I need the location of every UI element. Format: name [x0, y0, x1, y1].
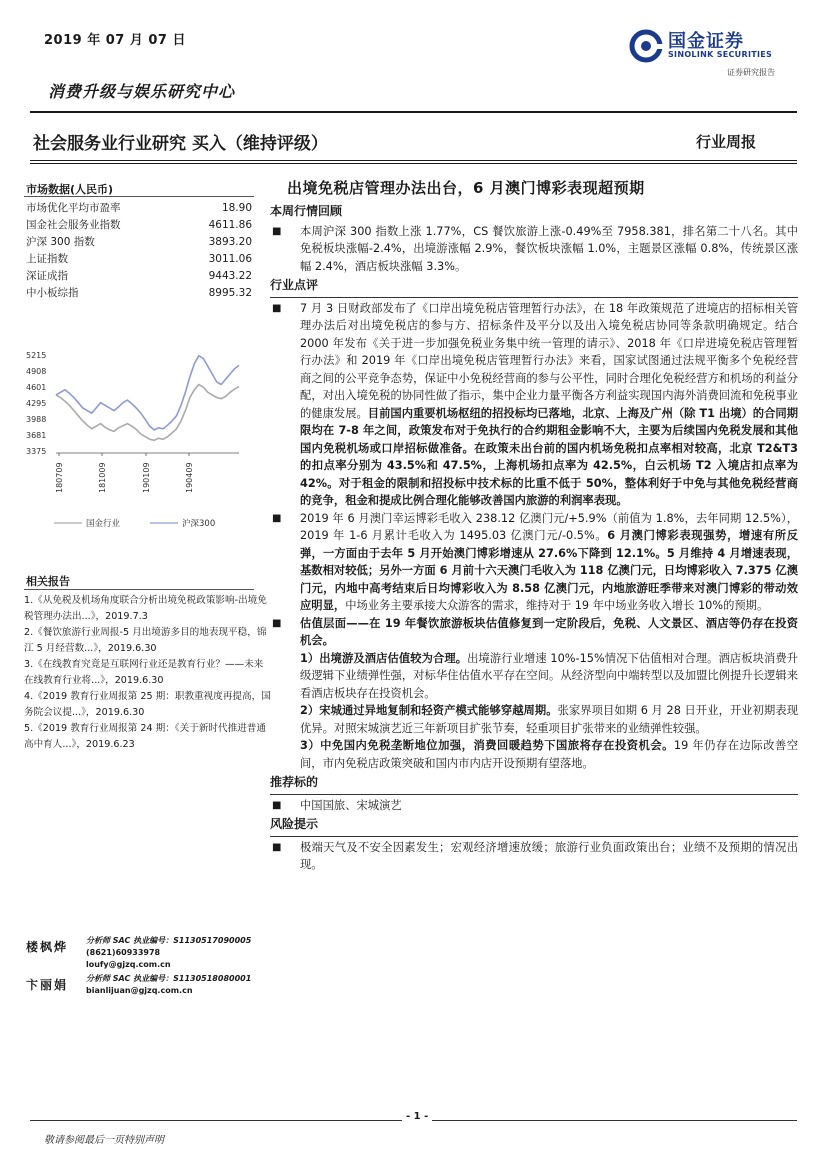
y-tick-label: 4908: [26, 367, 47, 377]
related-report-item[interactable]: 1.《从免税及机场角度联合分析出境免税政策影响-出境免税管理办法出...》，2019.7.3: [24, 595, 267, 622]
series-line-hs300: [56, 356, 239, 430]
analyst-role: 分析师 SAC 执业编号：S1130517090005: [86, 936, 252, 945]
section-divider: [270, 836, 798, 837]
analyst-email[interactable]: loufy@gjzq.com.cn: [86, 960, 171, 969]
market-row: [24, 216, 254, 233]
y-tick-label: 3375: [26, 447, 47, 456]
y-tick-label: 3988: [26, 415, 47, 425]
legend-label-industry: 国金行业: [86, 519, 121, 529]
market-data-table: [24, 199, 254, 301]
section-recommend-title: 推荐标的: [270, 775, 319, 789]
x-tick-label: 181009: [98, 462, 107, 493]
report-date: 2019 年 07 月 07 日: [44, 33, 186, 48]
market-row: [24, 267, 254, 284]
related-report-item[interactable]: 3.《在线教育究竟是互联网行业还是教育行业？——未来在线教育行业将...》，2019.6.30: [24, 659, 264, 686]
logo-mark-icon: [632, 32, 664, 60]
y-tick-label: 5215: [26, 351, 47, 360]
logo-tagline: 证券研究报告: [727, 68, 775, 77]
market-row: [24, 233, 254, 250]
macau-highlight: 6 月澳门博彩表现强势，增速有所反弹，一方面由于去年 5 月开始澳门博彩增速从 27.6%下降到 12.1%。5 月维持 4 月增速表现，基数相对较低；另外一方面 6 月前十六天澳门毛收入为 118 亿澳门元，日均博彩收入 7.375 亿澳门元，内地中高考结束后日均博彩收入为 8.58 亿澳门元，内地旅游旺季带来对澳门博彩的带动效应明显，: [300, 529, 798, 612]
chart-legend: [54, 518, 215, 529]
valuation-point-3: [270, 737, 798, 772]
analyst-name: 楼枫烨: [26, 940, 69, 954]
market-row: [24, 250, 254, 267]
macau-text-tail: 中场业务主要承接大众游客的需求，维持对于 19 年中场业务收入增长 10%的预期。: [345, 599, 769, 612]
recommend-text: 中国国旅、宋城演艺: [300, 798, 402, 812]
point-1-text: 出境游行业增速 10%-15%情况下估值相对合理。酒店板块消费升级逻辑下业绩弹性强，对标华住估值水平存在空间。从经济型向中端转型以及加盟比例提升长逻辑来看酒店板块存在投资机会。: [300, 651, 798, 700]
market-label: 沪深 300 指数: [26, 236, 95, 248]
index-line-chart: [24, 345, 254, 555]
x-tick-label: 190409: [185, 462, 194, 493]
footer-disclaimer: 敬请参阅最后一页特别声明: [44, 1135, 164, 1146]
macau-text: 2019 年 6 月澳门幸运博彩毛收入 238.12 亿澳门元/+5.9%（前值为 1.8%，去年同期 12.5%），2019 年 1-6 月累计毛收入为 1495.03 亿澳门元/-0.5%。: [300, 511, 798, 542]
related-report-item[interactable]: 2.《餐饮旅游行业周报-5 月出境游多目的地表现平稳，锦江 5 月经营数...》，2019.6.30: [24, 627, 267, 654]
market-label: 市场优化平均市盈率: [26, 202, 121, 214]
y-tick-label: 3681: [26, 431, 47, 441]
policy-text: 7 月 3 日财政部发布了《口岸出境免税店管理暂行办法》，在 18 年政策规范了进境店的招标相关管理办法后对出境免税店的参与方、招标条件及平分以及出入境免税店协同等条款明确规定。结合 2000 年发布《关于进一步加强免税业务集中统一管理的请示》、2018 年《口岸进境免税店管理暂行办法》和 2019 年《口岸出境免税店管理暂行办法》来看，国家试图通过法规平衡多个免税经营商之间的公平竞争态势，保证中小免税经营商的参与公平性，同时合理化免税经营方和机场的利益分配，对出入境免税的协同性做了指示，集中企业力量平衡各方利益实现国内海外消费回流和免税事业的健康发展。: [300, 301, 798, 420]
market-data-divider: [24, 196, 254, 197]
bullet-square-icon: ■: [272, 617, 282, 629]
section-divider: [270, 297, 798, 298]
bullet-square-icon: ■: [272, 512, 282, 524]
legend-label-hs300: 沪深300: [182, 519, 216, 529]
point-3-title: 3）中免国内免税垄断地位加强，消费回暖趋势下国旅将存在投资机会。: [300, 739, 674, 752]
logo-english: SINOLINK SECURITIES: [668, 50, 773, 59]
bullet-square-icon: ■: [272, 841, 282, 853]
bullet-dutyfree-policy: [270, 300, 798, 510]
market-value: 4611.86: [208, 218, 252, 231]
market-label: 中小板综指: [26, 287, 79, 299]
bullet-square-icon: ■: [272, 225, 282, 237]
section-risk-title: 风险提示: [270, 817, 319, 831]
valuation-highlight: 估值层面——在 19 年餐饮旅游板块估值修复到一定阶段后，免税、人文景区、酒店等仍存在投资机会。: [300, 616, 798, 647]
bullet-macau-gaming: [270, 510, 798, 615]
page-number: - 1 -: [402, 1111, 432, 1122]
title-divider-bottom: [30, 163, 797, 164]
header-divider: [30, 111, 797, 113]
analyst-card: [24, 973, 272, 1011]
title-divider-top: [30, 160, 797, 161]
analyst-list: [24, 935, 272, 1011]
point-2-title: 2）宋城通过异地复制和轻资产模式能够穿越周期。: [300, 704, 558, 717]
section-comment-title: 行业点评: [270, 278, 319, 292]
market-label: 上证指数: [26, 253, 68, 265]
bullet-valuation: [270, 615, 798, 650]
analyst-role: 分析师 SAC 执业编号：S1130518080001: [86, 974, 252, 983]
chart-series: [56, 356, 239, 441]
analyst-info: [86, 935, 251, 971]
market-value: 18.90: [221, 201, 252, 214]
analyst-phone: (8621)60933978: [86, 948, 161, 957]
industry-rating-title: 社会服务业行业研究 买入（维持评级）: [33, 134, 328, 154]
bullet-square-icon: ■: [272, 302, 282, 314]
report-headline: 出境免税店管理办法出台，6 月澳门博彩表现超预期: [287, 179, 645, 197]
point-3-text: 19 年仍存在边际改善空间，市内免税店政策突破和国内市内店开设预期有望落地。: [300, 739, 798, 770]
related-report-item[interactable]: 5.《2019 教育行业周报第 24 期：《关于新时代推进普通高中育人...》，2019.6.23: [24, 723, 266, 750]
market-value: 3011.06: [208, 252, 252, 265]
market-row: [24, 199, 254, 216]
y-tick-label: 4601: [26, 383, 47, 393]
y-tick-label: 4295: [26, 399, 47, 408]
bullet-recommend: [270, 797, 798, 815]
logo-name: 国金证券: [668, 31, 744, 52]
risk-text: 极端天气及不安全因素发生；宏观经济增速放缓；旅游行业负面政策出台；业绩不及预期的情况出现。: [300, 840, 798, 871]
market-value: 8995.32: [208, 286, 252, 299]
related-reports-list: [24, 593, 272, 753]
market-value: 3893.20: [208, 235, 252, 248]
section-weekly-title: 本周行情回顾: [270, 204, 343, 218]
market-row: [24, 284, 254, 301]
valuation-point-2: [270, 702, 798, 737]
related-report-item[interactable]: 4.《2019 教育行业周报第 25 期：职教重视度再提高，国务院会议提...》，2019.6.30: [24, 691, 271, 718]
market-label: 深证成指: [26, 270, 68, 282]
bullet-risk: [270, 839, 798, 874]
x-tick-label: 190109: [142, 462, 151, 493]
analyst-info: [86, 973, 251, 997]
report-type: 行业周报: [696, 133, 757, 151]
market-data-title: 市场数据(人民币): [26, 183, 114, 196]
analyst-name: 卞丽娟: [26, 978, 69, 992]
bullet-weekly: [270, 223, 798, 276]
main-content: [270, 201, 798, 874]
related-reports-divider: [24, 589, 254, 590]
related-reports-title: 相关报告: [26, 575, 70, 588]
research-center: 消费升级与娱乐研究中心: [48, 82, 236, 101]
x-tick-label: 180709: [55, 462, 64, 493]
market-value: 9443.22: [208, 269, 252, 282]
section-divider: [270, 794, 798, 795]
bullet-square-icon: ■: [272, 799, 282, 811]
series-line-industry: [56, 385, 239, 441]
valuation-point-1: [270, 650, 798, 703]
analyst-email[interactable]: bianlijuan@gjzq.com.cn: [86, 986, 193, 995]
chart-axes: [26, 351, 239, 493]
point-1-title: 1）出境游及酒店估值较为合理。: [300, 651, 468, 665]
analyst-card: [24, 935, 272, 973]
point-2-text: 张家界项目如期 6 月 28 日开业，开业初期表现优异。对照宋城演艺近三年新项目扩张节奏，轻重项目扩张带来的业绩弹性较强。: [300, 704, 798, 735]
weekly-text: 本周沪深 300 指数上涨 1.77%，CS 餐饮旅游上涨-0.49%至 7958.381，排名第二十八名。其中免税板块涨幅-2.4%，出境游涨幅 2.9%，餐饮板块涨幅 1.0%，主题景区涨幅 0.8%，传统景区涨幅 2.4%，酒店板块涨幅 3.3%。: [300, 224, 798, 273]
policy-highlight: 目前国内重要机场枢纽的招投标均已落地，北京、上海及广州（除 T1 出境）的合同期限均在 7-8 年之间，政策发布对于免执行的合约期租金影响不大，主要为后续国内免税发展和其他国内免税机场或口岸招标做准备。在政策未出台前的国内机场免税扣点率相对较高，北京 T2&T3 的扣点率分别为 43.5%和 47.5%，上海机场扣点率为 42.5%，白云机场 T2 入境店扣点率为 42%。对于租金的限制和招投标中技术标的比重不低于 50%，整体利好于中免与其他免税经营商的竞争，租金和提成比例合理化能够改善国内旅游的利润率表现。: [300, 406, 798, 507]
market-label: 国金社会服务业指数: [26, 219, 121, 231]
